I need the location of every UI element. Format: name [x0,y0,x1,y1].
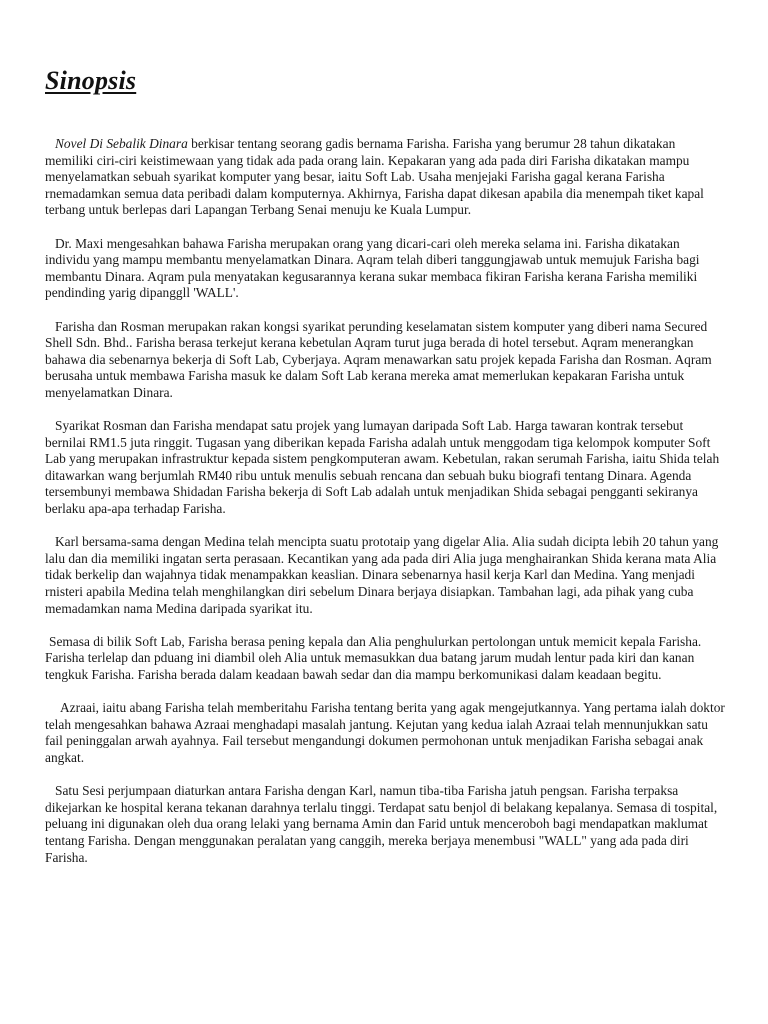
paragraph-8 [45,783,725,866]
novel-title: Novel Di Sebalik Dinara [55,136,188,151]
paragraph-1 [45,136,725,219]
paragraph-6 [45,634,725,684]
paragraph-5-text: Karl bersama-sama dengan Medina telah mencipta suatu prototaip yang digelar Alia. Alia sudah dicipta lebih 20 tahun yang lalu dan dia memiliki ingatan serta perasaan. Kecantikan yang ada pada diri Alia juga menghairankan Shida kerana mata Alia tidak berkelip dan wajahnya tidak menampakkan keaslian. Dinara sebenarnya hasil kerja Karl dan Medina. Yang menjadi rnisteri apabila Medina telah menghilangkan diri sebelum Dinara berjaya disiapkan. Tambahan lagi, ada pihak yang cuba memadamkan nama Medina daripada syarikat itu. [45,534,719,616]
paragraph-5 [45,534,725,617]
paragraph-8-text: Satu Sesi perjumpaan diaturkan antara Farisha dengan Karl, namun tiba-tiba Farisha jatuh pengsan. Farisha terpaksa dikejarkan ke hospital kerana tekanan darahnya terlalu tinggi. Terdapat satu benjol di belakang kepalanya. Semasa di tospital, peluang ini digunakan oleh dua orang lelaki yang bernama Amin dan Farid untuk menceroboh bagi mendapatkan maklumat tentang Farisha. Dengan menggunakan peralatan yang canggih, mereka berjaya menembusi "WALL" yang ada pada diri Farisha. [45,783,718,865]
paragraph-1-text: berkisar tentang seorang gadis bernama Farisha. Farisha yang berumur 28 tahun dikatakan memiliki ciri-ciri keistimewaan yang tidak ada pada orang lain. Kepakaran yang ada pada diri Farisha dikatakan mampu menyelamatkan sebuah syarikat komputer yang besar, iaitu Soft Lab. Usaha menjejaki Farisha gagal kerana Farisha rnemadamkan semua data peribadi dalam komputernya. Akhirnya, Farisha dapat dikesan apabila dia menempah tiket kapal terbang untuk berlepas dari Lapangan Terbang Senai menuju ke Kuala Lumpur. [45,136,704,218]
synopsis-body [45,136,725,883]
paragraph-7-text: Azraai, iaitu abang Farisha telah memberitahu Farisha tentang berita yang agak mengejutkannya. Yang pertama ialah doktor telah mengesahkan bahawa Azraai menghadapi masalah jantung. Kejutan yang kedua ialah Azraai telah mennunjukkan satu fail peninggalan arwah ayahnya. Fail tersebut mengandungi dokumen permohonan untuk menjadikan Farisha sebagai anak angkat. [45,700,725,765]
paragraph-4-text: Syarikat Rosman dan Farisha mendapat satu projek yang lumayan daripada Soft Lab. Harga tawaran kontrak tersebut bernilai RM1.5 juta ringgit. Tugasan yang diberikan kepada Farisha adalah untuk menggodam tiga kelompok komputer Soft Lab yang merupakan infrastruktur kepada sistem pengkomputeran awam. Kebetulan, rakan serumah Farisha, iaitu Shida telah ditawarkan wang berjumlah RM40 ribu untuk menulis sebuah rencana dan sebuah buku biografi tentang Dinara. Agenda tersembunyi membawa Shidadan Farisha bekerja di Soft Lab adalah untuk menjadikan Shida sebagai pengganti sekiranya berlaku apa-apa terhadap Farisha. [45,418,720,517]
paragraph-7 [45,700,725,766]
paragraph-2 [45,236,725,302]
paragraph-2-text: Dr. Maxi mengesahkan bahawa Farisha merupakan orang yang dicari-cari oleh mereka selama ini. Farisha dikatakan individu yang mampu membantu menyelamatkan Dinara. Aqram telah diberi tanggungjawab untuk memujuk Farisha bagi membantu Dinara. Aqram pula menyatakan kegusarannya kerana sukar membaca fikiran Farisha kerana Farisha memiliki pendinding yarig dipanggll 'WALL'. [45,235,700,301]
paragraph-6-text: Semasa di bilik Soft Lab, Farisha berasa pening kepala dan Alia penghulurkan pertolongan untuk memicit kepala Farisha. Farisha terlelap dan pduang ini diambil oleh Alia untuk memasukkan dua batang jarum mudah lentur pada kiri dan kanan tengkuk Farisha. Farisha berada dalam keadaan bawah sedar dan dia mampu berkomunikasi dalam keadaan begitu. [45,633,702,682]
paragraph-4 [45,418,725,518]
paragraph-3-text: Farisha dan Rosman merupakan rakan kongsi syarikat perunding keselamatan sistem komputer yang diberi nama Secured Shell Sdn. Bhd.. Farisha berasa terkejut kerana kebetulan Aqram turut juga berada di hotel tersebut. Aqram menerangkan bahawa dia sebenarnya bekerja di Soft Lab, Cyberjaya. Aqram menawarkan satu projek kepada Farisha dan Rosman. Aqram berusaha untuk membawa Farisha masuk ke dalam Soft Lab kerana mereka amat memerlukan kepakaran Farisha untuk menyelamatkan Dinara. [45,318,712,400]
paragraph-3 [45,319,725,402]
page-title: Sinopsis [45,66,137,95]
